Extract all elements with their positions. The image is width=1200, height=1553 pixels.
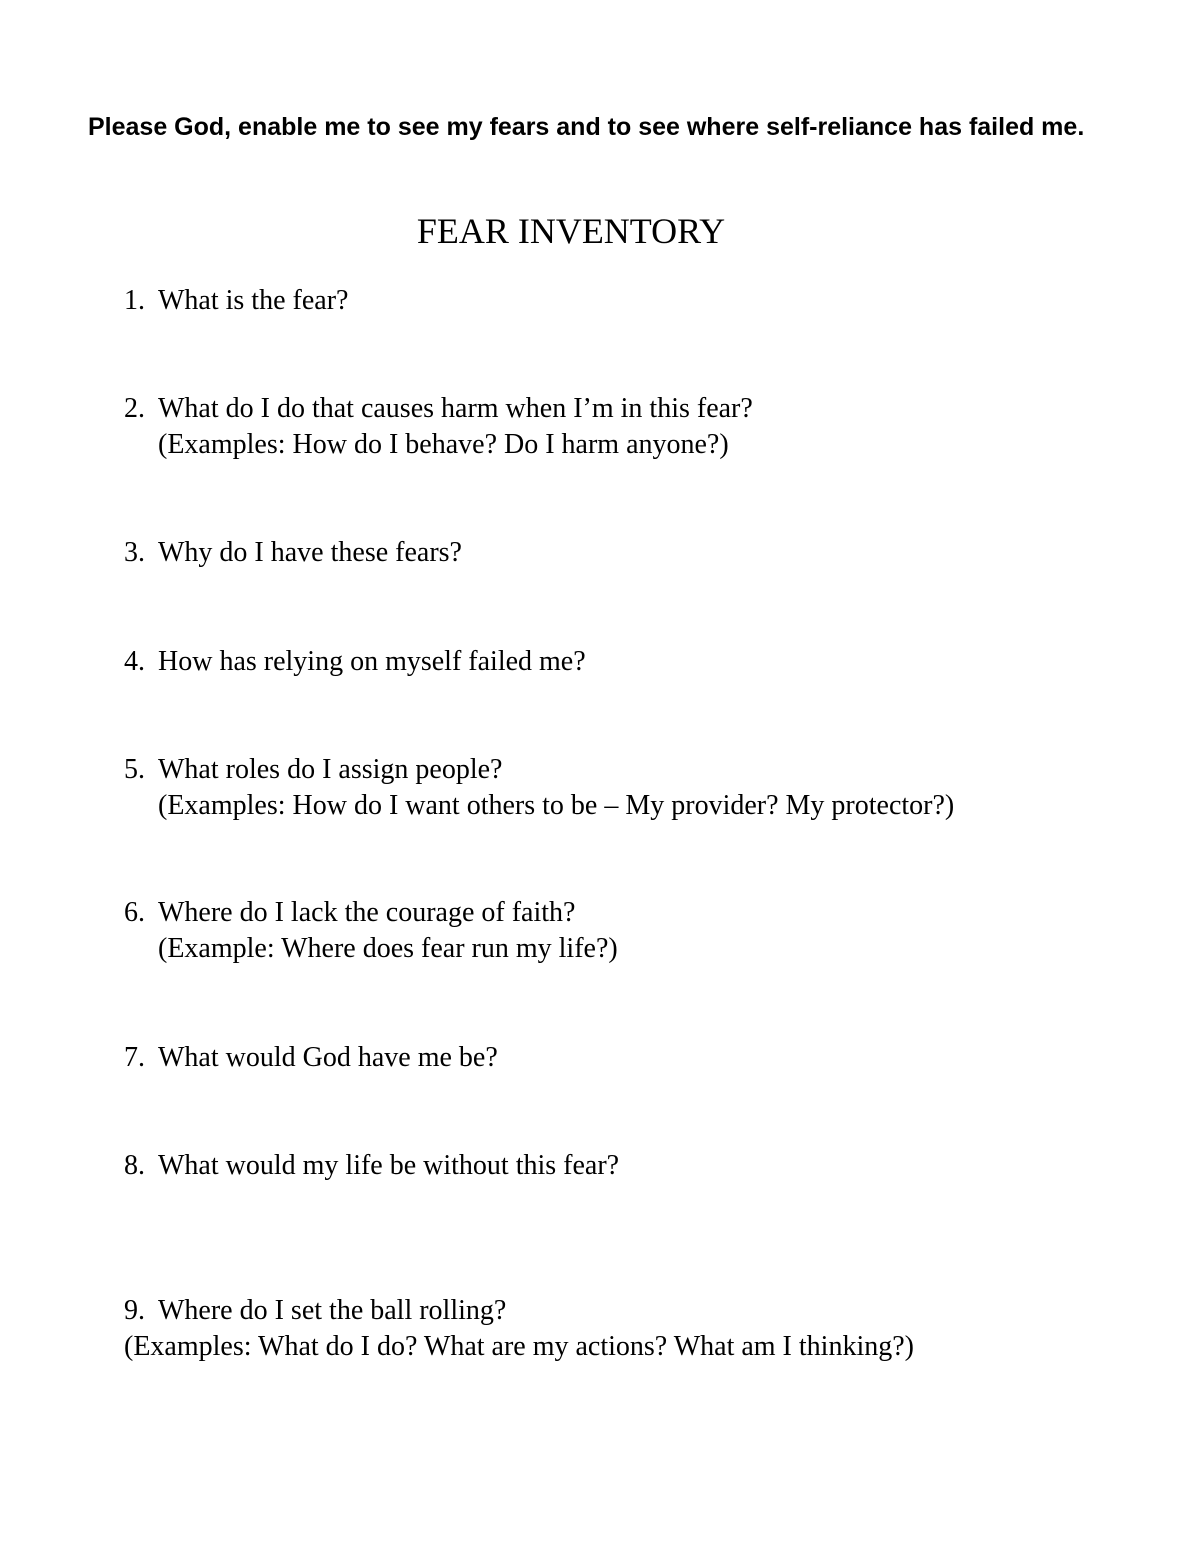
question-6 [124,895,618,967]
question-number: 9. [124,1295,145,1326]
page-title: FEAR INVENTORY [416,211,726,251]
question-3 [124,535,462,571]
question-number: 4. [124,646,145,677]
prayer-heading: Please God, enable me to see my fears and to see where self-reliance has failed me. [88,113,1085,141]
question-7 [124,1040,498,1076]
question-text: Why do I have these fears? [158,537,462,568]
question-text: What would God have me be? [158,1042,498,1073]
question-number: 7. [124,1042,145,1073]
question-text: What would my life be without this fear? [158,1150,620,1181]
question-example: (Examples: What do I do? What are my actions? What am I thinking?) [124,1331,914,1362]
question-text: How has relying on myself failed me? [158,646,586,677]
question-text: What roles do I assign people? [158,754,503,785]
question-text: What do I do that causes harm when I’m in this fear? [158,393,753,424]
question-text: Where do I set the ball rolling? [158,1295,507,1326]
question-example: (Examples: How do I behave? Do I harm anyone?) [158,429,729,460]
question-text: What is the fear? [158,285,349,316]
question-number: 3. [124,537,145,568]
question-1 [124,283,348,319]
question-number: 6. [124,897,145,928]
question-example: (Example: Where does fear run my life?) [158,933,618,964]
question-number: 8. [124,1150,145,1181]
question-8 [124,1148,619,1184]
question-number: 2. [124,393,145,424]
question-4 [124,644,586,680]
question-number: 5. [124,754,145,785]
question-9 [124,1293,914,1365]
question-number: 1. [124,285,145,316]
question-text: Where do I lack the courage of faith? [158,897,576,928]
question-example: (Examples: How do I want others to be – My provider? My protector?) [158,790,955,821]
question-5 [124,752,954,824]
question-2 [124,391,753,463]
